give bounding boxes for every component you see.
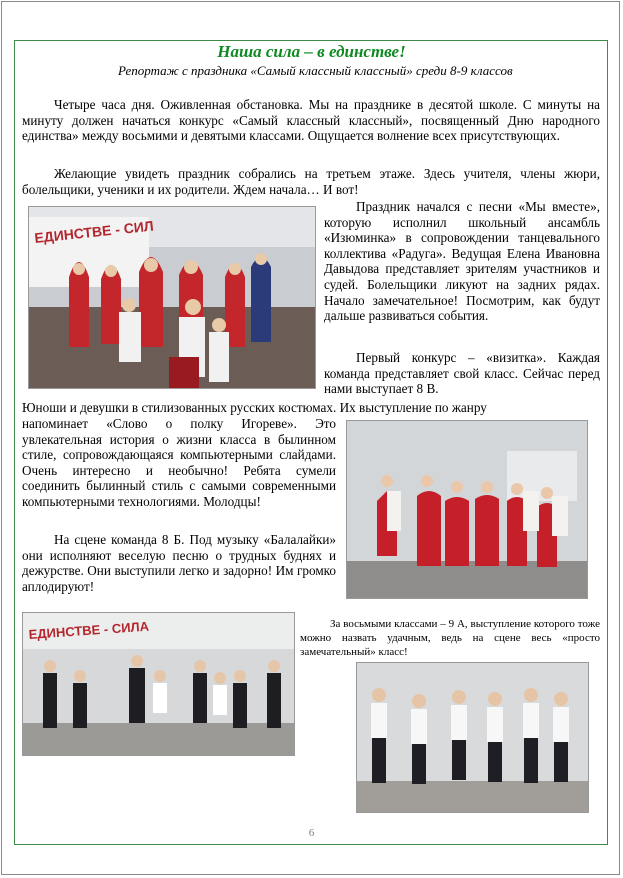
photo-9a-class xyxy=(356,662,589,813)
banner-text-2: ЕДИНСТВЕ - СИЛА xyxy=(28,618,150,642)
photo-8b-team xyxy=(22,612,295,756)
paragraph-story: напоминает «Слово о полку Игореве». Это увлекательная история о жизни класса в былинном стиле, сопровождающаяся компьютерными слайдами. Очень интересно и необычно! Ребята сумели соединить былинный стиль с самыми современными компьютерными технологиями. Молодцы! xyxy=(22,416,336,509)
paragraph-intro: Четыре часа дня. Оживленная обстановка. Мы на празднике в десятой школе. С минуты на минуту должен начаться конкурс «Самый классный классный», посвященный Дню народного единства» между восьмими и девятыми классами. Ощущается волнение всех присутствующих. xyxy=(22,97,600,144)
photo-opening-song xyxy=(28,206,316,389)
paragraph-gathering: Желающие увидеть праздник собрались на третьем этаже. Здесь учителя, члены жюри, болельщики, ученики и их родители. Ждем начала… И вот! xyxy=(22,166,600,197)
paragraph-first-contest: Первый конкурс – «визитка». Каждая команда представляет свой класс. Сейчас перед нами выступает 8 В. xyxy=(324,350,600,397)
photo-8v-performance xyxy=(346,420,588,599)
paragraph-costumes: Юноши и девушки в стилизованных русских костюмах. Их выступление по жанру xyxy=(22,400,487,415)
paragraph-9a: За восьмыми классами – 9 А, выступление которого тоже можно назвать удачным, ведь на сцене весь «просто замечательный» класс! xyxy=(300,618,600,658)
paragraph-opening: Праздник начался с песни «Мы вместе», которую исполнил школьный ансамбль «Изюминка» в сопровождении танцевального коллектива «Радуга». Ведущая Елена Ивановна Давыдова представляет зрителям участников и судей. Болельщики ликуют на задних рядах. Начало замечательное! Посмотрим, как будут дальше развиваться события. xyxy=(324,199,600,324)
banner-text-1: ЕДИНСТВЕ - СИЛ xyxy=(33,217,155,246)
article-subtitle: Репортаж с праздника «Самый классный классный» среди 8-9 классов xyxy=(118,63,513,78)
page-number: 6 xyxy=(308,827,315,839)
article-title: Наша сила – в единстве! xyxy=(217,42,406,61)
paragraph-8b: На сцене команда 8 Б. Под музыку «Балалайки» они исполняют веселую песню о трудных буднях и дежурстве. Они выступили легко и задорно! Им громко аплодируют! xyxy=(22,532,336,594)
